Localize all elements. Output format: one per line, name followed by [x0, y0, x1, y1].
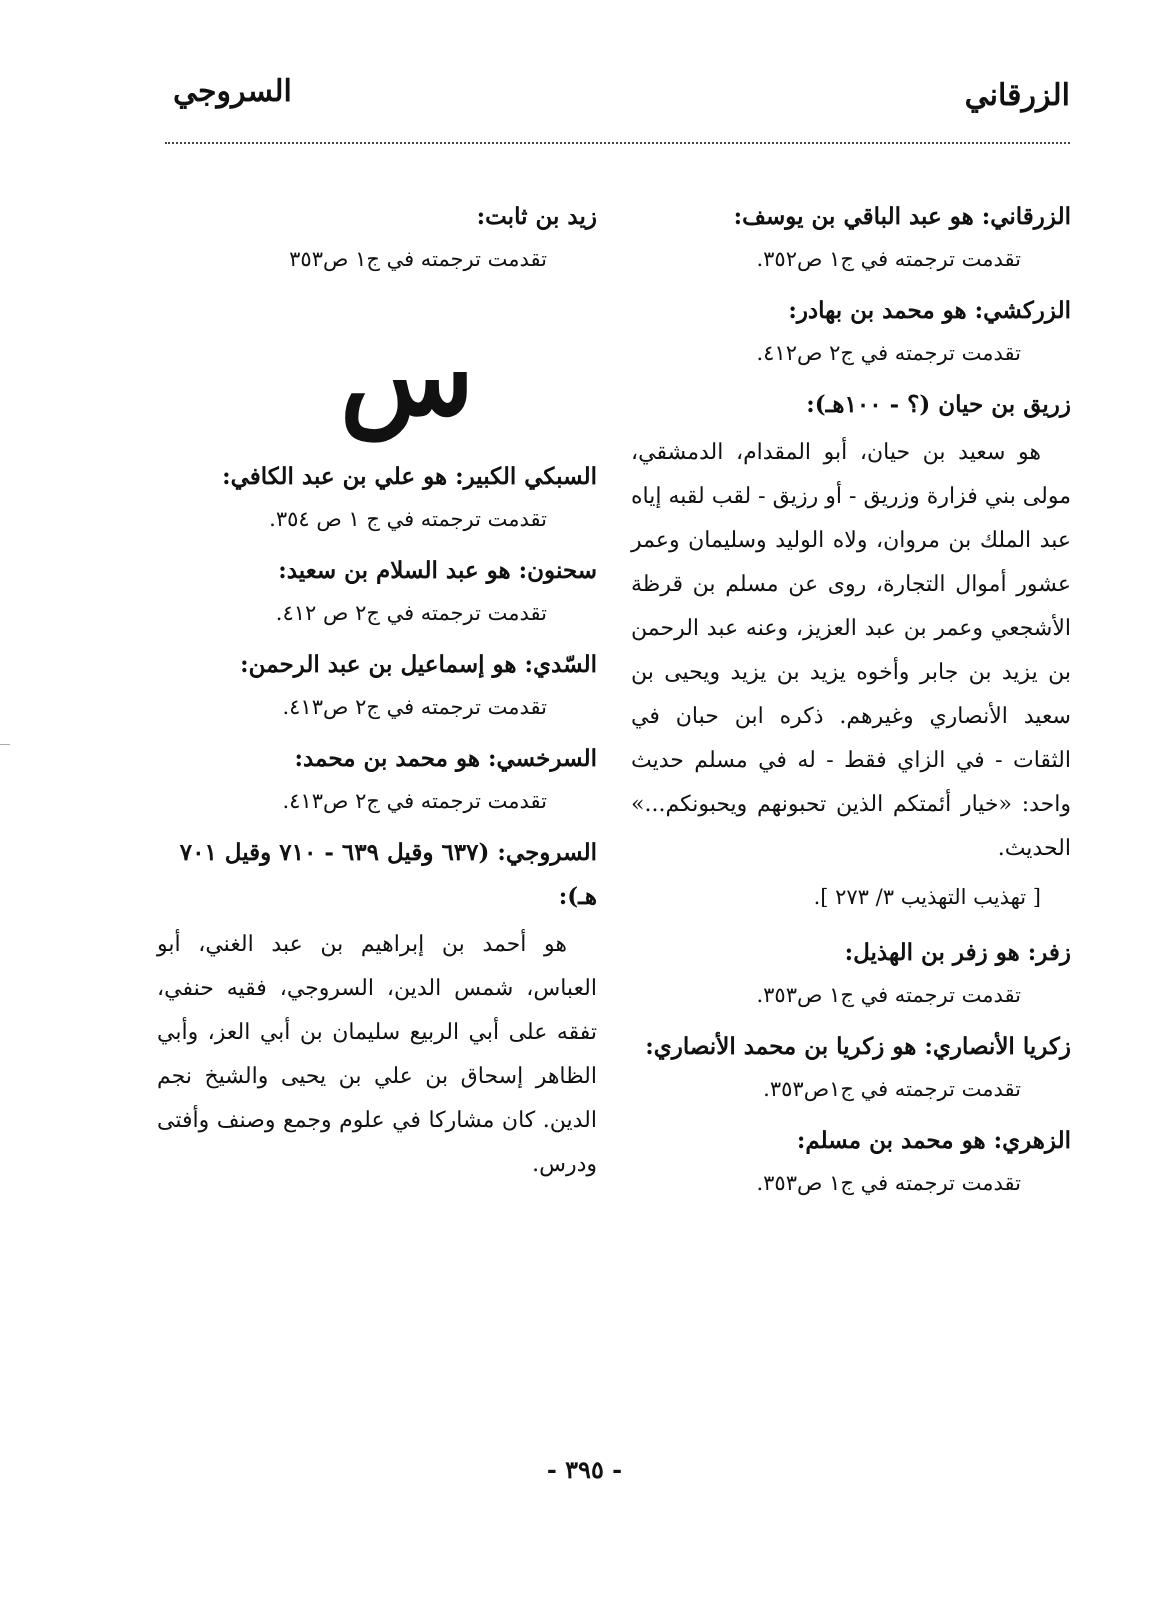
entry-heading: السبكي الكبير: هو علي بن عبد الكافي: — [222, 463, 597, 490]
entry-heading: الزهري: هو محمد بن مسلم: — [796, 1127, 1071, 1154]
entry-note: تقدمت ترجمته في ج٢ ص٤١٢. — [756, 341, 1021, 365]
entry-heading: الزرقاني: هو عبد الباقي بن يوسف: — [733, 203, 1071, 230]
entry-sahnun — [157, 549, 597, 633]
header-dotted-rule — [165, 142, 1070, 144]
entry-heading: السروجي: (٦٣٧ وقيل ٦٣٩ - ٧١٠ وقيل ٧٠١ هـ): — [179, 839, 597, 910]
entry-note: تقدمت ترجمته في ج١ ص٣٥٣ — [289, 247, 547, 271]
left-column — [157, 195, 597, 1197]
entry-zakariya — [631, 1025, 1071, 1109]
entry-zayd — [157, 195, 597, 279]
entry-heading: زكريا الأنصاري: هو زكريا بن محمد الأنصاري: — [645, 1033, 1071, 1060]
entry-biography: هو سعيد بن حيان، أبو المقدام، الدمشقي، مولى بني فزارة وزريق - أو رزيق - لقب لقبه إياه عبد الملك بن مروان، ولاه الوليد وسليمان وعمر عشور أموال التجارة، روى عن مسلم بن قرظة الأشجعي وعمر بن عبد العزيز، وعنه عبد الرحمن بن يزيد بن جابر وأخوه يزيد بن يزيد ويحيى بن سعيد الأنصاري وغيرهم. ذكره ابن حبان في الثقات - في الزاي فقط - له في مسلم حديث واحد: «خيار أئمتكم الذين تحبونهم ويحبونكم...» الحديث. — [631, 440, 1071, 861]
entry-heading: زيد بن ثابت: — [476, 203, 597, 230]
entry-sarakhsi — [157, 737, 597, 821]
entry-heading: السرخسي: هو محمد بن محمد: — [294, 745, 597, 772]
entry-zurqani — [631, 195, 1071, 279]
page-number: - ٣٩٥ - — [546, 1455, 623, 1484]
entry-note: تقدمت ترجمته في ج١ ص٣٥٢. — [756, 247, 1021, 271]
header-right-title: الزرقاني — [964, 78, 1070, 113]
header-left-title: السروجي — [173, 74, 292, 109]
entry-note: تقدمت ترجمته في ج٢ ص٤١٣. — [282, 789, 547, 813]
entry-note: تقدمت ترجمته في ج١ ص٣٥٣. — [756, 1171, 1021, 1195]
entry-saruji — [157, 831, 597, 1187]
right-column — [631, 195, 1071, 1213]
section-letter: س — [339, 311, 475, 440]
entry-heading: سحنون: هو عبد السلام بن سعيد: — [278, 557, 597, 584]
running-header — [165, 70, 1070, 140]
entry-suddi — [157, 643, 597, 727]
entry-heading: زريق بن حيان (؟ - ١٠٠هـ): — [806, 391, 1071, 418]
entry-heading: السّدي: هو إسماعيل بن عبد الرحمن: — [240, 651, 597, 678]
entry-zarkashi — [631, 289, 1071, 373]
entry-note: تقدمت ترجمته في ج ١ ص ٣٥٤. — [269, 507, 547, 531]
entry-note: تقدمت ترجمته في ج٢ ص٤١٣. — [282, 695, 547, 719]
entry-heading: الزركشي: هو محمد بن بهادر: — [788, 297, 1071, 324]
entry-note: تقدمت ترجمته في ج١ ص٣٥٣. — [756, 983, 1021, 1007]
entry-zurayq — [631, 383, 1071, 917]
entry-note: تقدمت ترجمته في ج١ص٣٥٣. — [763, 1077, 1021, 1101]
entry-zuhri — [631, 1119, 1071, 1203]
entry-subki — [157, 455, 597, 539]
margin-tick — [0, 744, 10, 745]
entry-note: تقدمت ترجمته في ج٢ ص ٤١٢. — [275, 601, 547, 625]
entry-biography: هو أحمد بن إبراهيم بن عبد الغني، أبو العباس، شمس الدين، السروجي، فقيه حنفي، تفقه على أبي الربيع سليمان بن أبي العز، وأبي الظاهر إسحاق بن علي بن يحيى والشيخ نجم الدين. كان مشاركا في علوم وجمع وصنف وأفتى ودرس. — [157, 932, 597, 1177]
entry-zufar — [631, 931, 1071, 1015]
entry-source: [ تهذيب التهذيب ٣/ ٢٧٣ ]. — [813, 885, 1041, 909]
entry-heading: زفر: هو زفر بن الهذيل: — [844, 939, 1071, 966]
